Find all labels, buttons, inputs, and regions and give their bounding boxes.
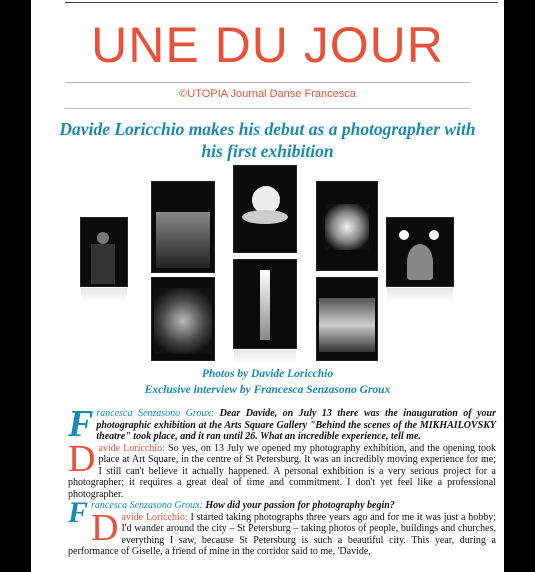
answer-text: So yes, on 13 July we opened my photography exhibition, and the opening took place at Art Square, in the centre of St Petersburg. It was an incredibly moving experience for me; I still can't believe it actually happened. A personal exhibition is a very serious project for a photographer; it requires a great deal of time and commitment. I don't yet feel like a professional photographer.: [68, 442, 496, 500]
photo-dancer-lights: [387, 218, 453, 286]
photo-corps-de-ballet: [317, 278, 377, 360]
photo-credits: [51, 366, 484, 398]
answer-text: I started taking photographs three years ago and for me it was just a hobby; I'd wander around the city – St Petersburg – taking photos of people, buildings and churches, everything I saw, because St Petersburg is such a beautiful city. This year, during a performance of Giselle, a friend of mine in the corridor said to me, 'Davide,: [68, 511, 497, 557]
question-text: Dear Davide, on July 13 there was the inauguration of your photographic exhibition at the Arts Square Gallery "Behind the scenes of the MIKHAILOVSKY theatre" took place, and it ran until 26. What an incredible experience, tell me.: [96, 408, 496, 442]
interview-answer: [68, 506, 497, 558]
dropcap: D: [68, 437, 96, 480]
speaker-label: rancesca Senzasono Groux:: [91, 500, 203, 511]
photo-dancer-backstage: [81, 218, 127, 286]
speaker-label: avide Loricchio:: [121, 511, 188, 523]
photo-stage-light: [234, 260, 296, 348]
dropcap: F: [68, 496, 89, 529]
masthead-title: UNE DU JOUR: [91, 17, 444, 73]
interview-answer: [68, 437, 496, 501]
article-page: [31, 0, 504, 572]
dropcap: F: [68, 403, 94, 445]
divider: [65, 82, 470, 83]
question-text: How did your passion for photography begin?: [205, 500, 395, 511]
photo-collage: [31, 160, 504, 365]
interview-question: [68, 403, 496, 445]
article-headline: Davide Loricchio makes his debut as a photographer with his first exhibition: [59, 119, 476, 161]
interview-body: [68, 403, 497, 558]
credits-photos: Photos by Davide Loricchio: [201, 368, 334, 380]
photo-ballerina-pose: [317, 182, 377, 270]
top-rule: [65, 2, 498, 3]
speaker-label: rancesca Senzasono Groux:: [96, 408, 215, 419]
divider: [65, 108, 470, 109]
dropcap: D: [91, 506, 119, 549]
photo-tutus-stage: [152, 278, 214, 360]
photo-ballerinas-group: [152, 182, 214, 272]
photo-ballerina-spotlight: [234, 166, 296, 252]
credits-interview: Exclusive interview by Francesca Senzasono Groux: [144, 384, 391, 396]
speaker-label: avide Loricchio:: [98, 442, 165, 454]
copyright-line: ©UTOPIA Journal Danse Francesca: [179, 88, 356, 100]
